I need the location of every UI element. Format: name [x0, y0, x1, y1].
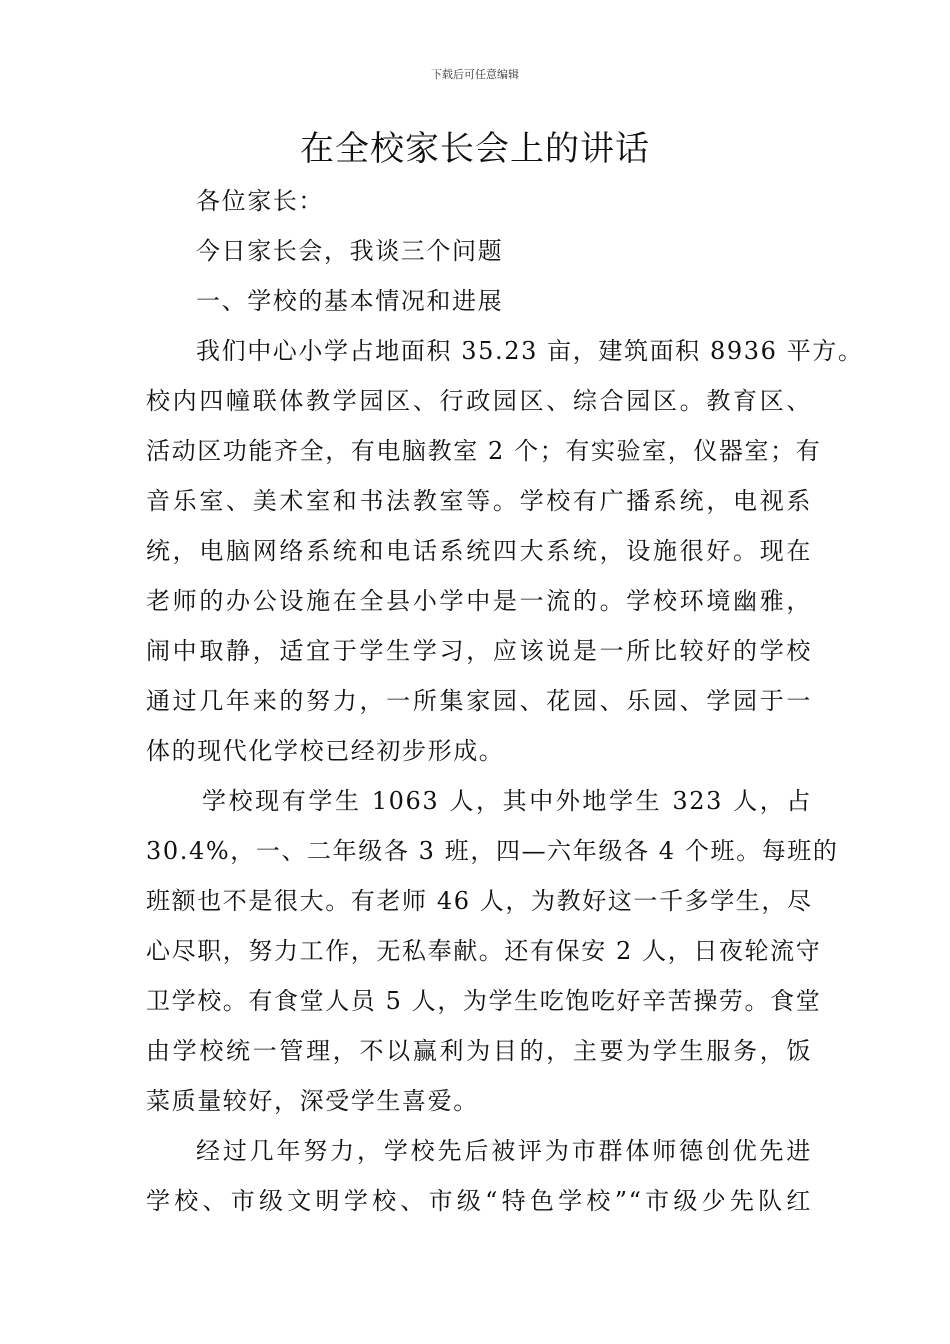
paragraph-line: 活动区功能齐全，有电脑教室 2 个；有实验室，仪器室；有: [146, 437, 822, 465]
paragraph-line: 经过几年努力，学校先后被评为市群体师德创优先进: [196, 1137, 812, 1165]
paragraph-line: 体的现代化学校已经初步形成。: [146, 737, 505, 765]
document-body: [146, 176, 864, 1226]
paragraph-line: 菜质量较好，深受学生喜爱。: [146, 1087, 479, 1115]
header-note: 下载后可任意编辑: [431, 68, 519, 81]
document-title: 在全校家长会上的讲话: [300, 129, 650, 169]
paragraph-line: 闹中取静，适宜于学生学习，应该说是一所比较好的学校: [146, 637, 812, 665]
paragraph-line: 音乐室、美术室和书法教室等。学校有广播系统，电视系: [146, 487, 812, 515]
paragraph-line: 校内四幢联体教学园区、行政园区、综合园区。教育区、: [146, 387, 812, 415]
paragraph-line: 30.4%，一、二年级各 3 班，四—六年级各 4 个班。每班的: [146, 837, 839, 865]
paragraph-line: 班额也不是很大。有老师 46 人，为教好这一千多学生，尽: [146, 887, 813, 915]
section-heading: 一、学校的基本情况和进展: [196, 287, 504, 315]
intro-line: 今日家长会，我谈三个问题: [196, 237, 504, 265]
paragraph-line: 卫学校。有食堂人员 5 人，为学生吃饱吃好辛苦操劳。食堂: [146, 987, 822, 1015]
paragraph-line: 学校、市级文明学校、市级“特色学校”“市级少先队红: [146, 1187, 812, 1215]
paragraph-line: 学校现有学生 1063 人，其中外地学生 323 人，占: [202, 787, 812, 815]
paragraph-line: 我们中心小学占地面积 35.23 亩，建筑面积 8936 平方。: [196, 337, 864, 365]
paragraph-line: 通过几年来的努力，一所集家园、花园、乐园、学园于一: [146, 687, 812, 715]
paragraph-line: 老师的办公设施在全县小学中是一流的。学校环境幽雅，: [146, 587, 812, 615]
paragraph-line: 心尽职，努力工作，无私奉献。还有保安 2 人，日夜轮流守: [146, 937, 822, 965]
paragraph-line: 统，电脑网络系统和电话系统四大系统，设施很好。现在: [146, 537, 812, 565]
paragraph-line: 由学校统一管理，不以赢利为目的，主要为学生服务，饭: [146, 1037, 812, 1065]
salutation-line: 各位家长：: [196, 187, 324, 215]
